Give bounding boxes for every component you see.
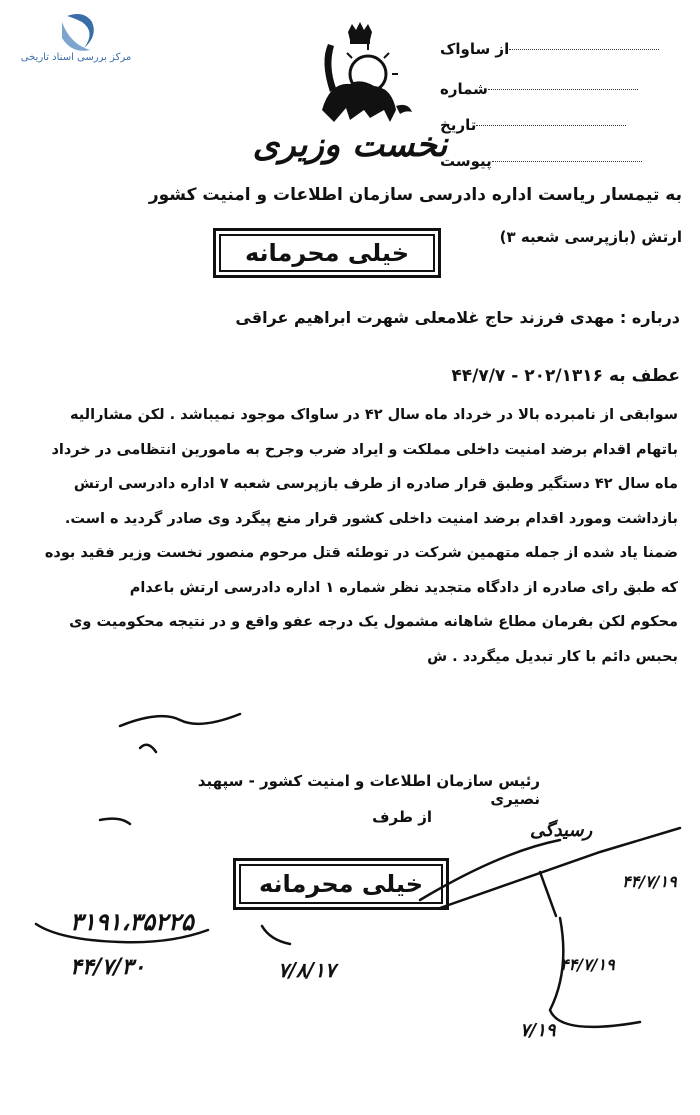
field-date-label: تاریخ <box>440 116 477 134</box>
field-from-label: از ساواک <box>440 40 510 58</box>
classification-stamp-bottom: خیلی محرمانه <box>233 858 449 910</box>
archive-name: مرکز بررسی اسناد تاریخی <box>20 52 132 63</box>
body-line: ماه سال ۴۲ دستگیر وطبق قرار صادره از طرف بازپرسی شعبه ۷ اداره دادرسی ارتش <box>73 476 678 492</box>
field-attachment-line <box>492 161 642 162</box>
field-date <box>440 116 680 134</box>
body-line: باتهام اقدام برضد امنیت داخلی مملکت و ایراد ضرب وجرح به مامورین انتظامی در خرداد <box>51 441 678 458</box>
field-attachment-label: پیوست <box>440 152 492 170</box>
on-behalf-label: از طرف <box>372 808 432 826</box>
body-line: بازداشت ومورد اقدام برضد امنیت داخلی کشور قرار منع پیگرد وی صادر گردید ه است. <box>64 510 678 527</box>
classification-stamp: خیلی محرمانه <box>213 228 441 278</box>
handwritten-date-bottom: ۷/۱۹ <box>520 1020 556 1041</box>
subject-line: درباره : مهدی فرزند حاج غلامعلی شهرت ابراهیم عراقی <box>235 308 680 327</box>
body-line: که طبق رای صادره از دادگاه متجدید نظر شماره ۱ اداره دادرسی ارتش باعدام <box>129 579 678 596</box>
handwritten-signature-note: رسیدگی <box>530 820 593 841</box>
field-from-line <box>509 49 659 50</box>
field-attachment <box>440 152 680 170</box>
reference-line: عطف به ۲۰۲/۱۳۱۶ - ۴۴/۷/۷ <box>451 366 680 386</box>
body-line: ضمنا یاد شده از جمله متهمین شرکت در توطئه قتل مرحوم منصور نخست وزیر فقید بوده <box>44 545 678 561</box>
handwritten-date-lower: ۴۴/۷/۱۹ <box>560 955 615 974</box>
signatory-title: رئیس سازمان اطلاعات و امنیت کشور - سپهبد نصیری <box>197 772 540 808</box>
branch: ارتش (بازپرسی شعبه ۳) <box>499 228 682 246</box>
addressee: به تیمسار ریاست اداره دادرسی سازمان اطلاعات و امنیت کشور <box>148 185 682 205</box>
handwritten-date-right: ۴۴/۷/۱۹ <box>622 872 677 891</box>
field-number-label: شماره <box>440 80 488 98</box>
ministry-title: نخست وزیری <box>252 125 448 165</box>
field-from <box>440 40 680 58</box>
field-number-line <box>488 89 638 90</box>
handwritten-strokes <box>0 640 700 1110</box>
field-date-line <box>476 125 626 126</box>
field-number <box>440 80 680 98</box>
body-line: بحبس دائم با کار تبدیل میگردد . ش <box>427 648 678 665</box>
body-line: محکوم لکن بفرمان مطاع شاهانه مشمول یک درجه عفو واقع و در نتیجه محکومیت وی <box>69 614 678 630</box>
handwritten-date-mid: ۷/۸/۱۷ <box>278 958 336 982</box>
body-line: سوابقی از نامبرده بالا در خرداد ماه سال ۴۲ در ساواک موجود نمیباشد . لکن مشارالیه <box>69 407 678 423</box>
handwritten-number: ۳۱۹۱،۳۵۲۲۵ <box>70 908 194 936</box>
handwritten-number-date: ۴۴/۷/۳۰ <box>70 955 146 980</box>
lion-and-sun-icon <box>300 22 420 132</box>
letter-body <box>28 398 678 674</box>
